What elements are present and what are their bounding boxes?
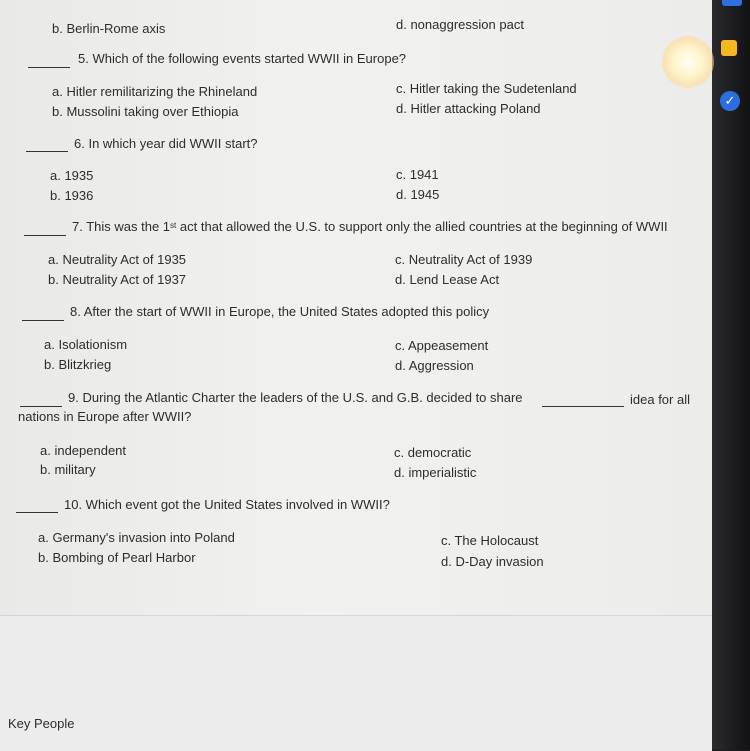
prev-option-d: d. nonaggression pact <box>396 17 524 32</box>
q8-option-a: a. Isolationism <box>44 337 128 352</box>
q7-option-d: d. Lend Lease Act <box>395 272 500 287</box>
q9-option-d: d. imperialistic <box>394 465 477 480</box>
q6-option-b: b. 1936 <box>50 188 94 203</box>
q5-option-b: b. Mussolini taking over Ethiopia <box>52 104 239 119</box>
q5-option-a: a. Hitler remilitarizing the Rhineland <box>52 84 258 99</box>
answer-blank-q10[interactable] <box>16 512 58 513</box>
question-10: 10. Which event got the United States involved in WWII? <box>64 497 390 512</box>
bottom-page-area <box>0 615 712 751</box>
q8-option-b: b. Blitzkrieg <box>44 357 112 372</box>
q7-option-a: a. Neutrality Act of 1935 <box>48 252 187 267</box>
section-heading-key-people: Key People <box>8 716 75 731</box>
question-9: 9. During the Atlantic Charter the leaders of the U.S. and G.B. decided to share <box>68 390 523 405</box>
question-7: 7. This was the 1st act that allowed the U.S. to support only the allied countries at the beginning of WWII <box>72 219 668 234</box>
q9-option-b: b. military <box>40 462 96 477</box>
question-9-tail: idea for all <box>630 392 690 407</box>
q10-option-d: d. D-Day invasion <box>441 554 544 569</box>
question-8: 8. After the start of WWII in Europe, the United States adopted this policy <box>70 304 490 319</box>
answer-blank-q9[interactable] <box>20 406 62 407</box>
q8-option-c: c. Appeasement <box>395 338 489 353</box>
fill-in-blank-q9[interactable] <box>542 406 624 407</box>
prev-option-b: b. Berlin-Rome axis <box>52 21 166 36</box>
checkmark-icon[interactable]: ✓ <box>720 91 740 111</box>
answer-blank-q8[interactable] <box>22 320 64 321</box>
question-6: 6. In which year did WWII start? <box>74 136 258 151</box>
side-toolbar <box>712 0 750 750</box>
q9-option-a: a. independent <box>40 443 127 458</box>
q8-option-d: d. Aggression <box>395 358 474 373</box>
question-9-line2: nations in Europe after WWII? <box>18 409 192 424</box>
toolbar-top-button[interactable] <box>722 0 742 6</box>
q10-option-c: c. The Holocaust <box>441 533 539 548</box>
q7-option-b: b. Neutrality Act of 1937 <box>48 272 187 287</box>
q9-option-c: c. democratic <box>394 445 472 460</box>
q6-option-c: c. 1941 <box>396 167 439 182</box>
q6-option-a: a. 1935 <box>50 168 94 183</box>
sticky-note-icon[interactable] <box>721 40 737 56</box>
answer-blank-q6[interactable] <box>26 151 68 152</box>
q10-option-b: b. Bombing of Pearl Harbor <box>38 550 196 565</box>
q10-option-a: a. Germany's invasion into Poland <box>38 530 235 545</box>
q5-option-d: d. Hitler attacking Poland <box>396 101 541 116</box>
question-5: 5. Which of the following events started WWII in Europe? <box>78 51 407 66</box>
light-glare <box>662 36 714 88</box>
answer-blank-q7[interactable] <box>24 235 66 236</box>
q7-option-c: c. Neutrality Act of 1939 <box>395 252 533 267</box>
q5-option-c: c. Hitler taking the Sudetenland <box>396 81 577 96</box>
answer-blank-q5[interactable] <box>28 67 70 68</box>
q6-option-d: d. 1945 <box>396 187 440 202</box>
